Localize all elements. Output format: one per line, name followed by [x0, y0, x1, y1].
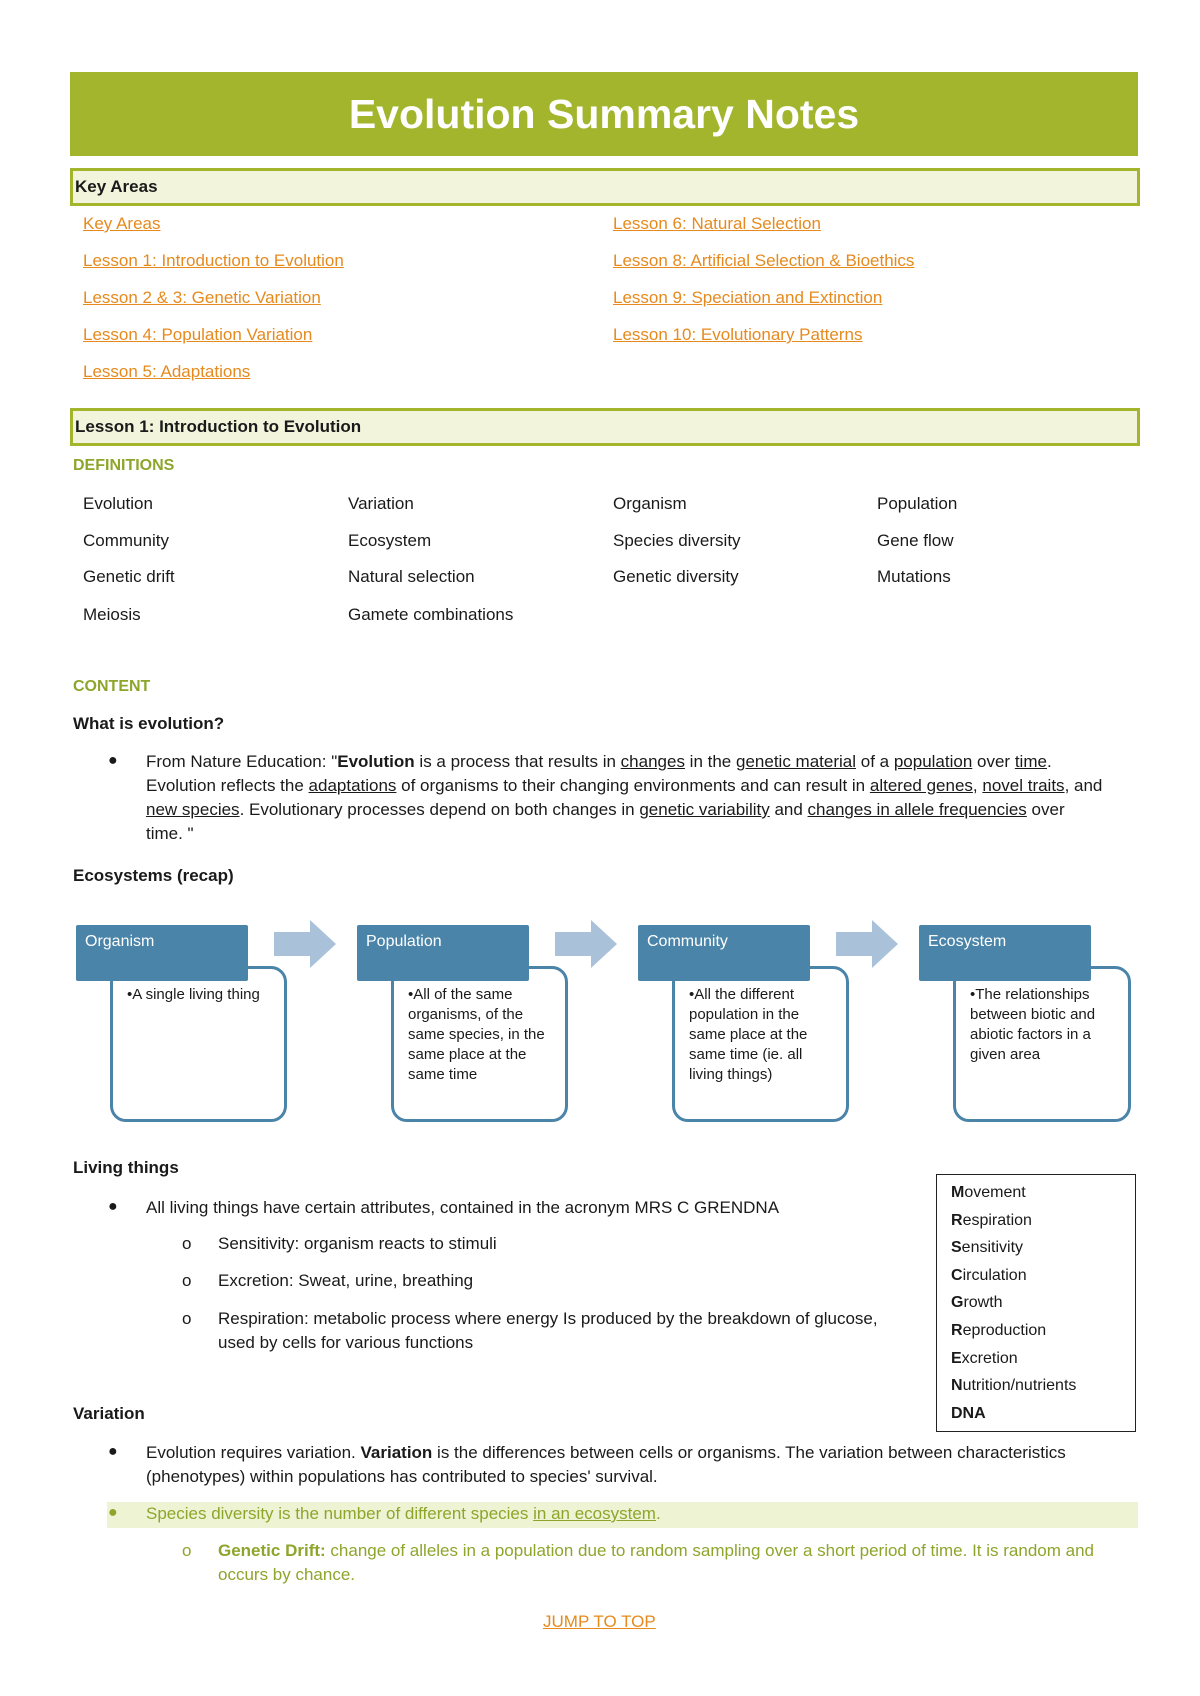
mrs-item: Respiration — [951, 1211, 1032, 1229]
organism-box: Organism — [76, 925, 248, 981]
definition-term: Genetic diversity — [613, 567, 739, 586]
toc-link-lesson-1[interactable]: Lesson 1: Introduction to Evolution — [83, 251, 344, 270]
evolution-quote: From Nature Education: "Evolution is a process that results in changes in the genetic material of a population over time. Evolution reflects the adaptations of organisms to their changing environments and can result in altered genes, novel traits, and new species. Evolutionary processes depend on both changes in genetic variability and changes in allele frequencies over time. " — [146, 752, 1103, 843]
bullet-icon: ● — [108, 752, 118, 769]
right-arrow-icon — [836, 920, 900, 968]
definition-term: Mutations — [877, 567, 951, 586]
bullet-icon: ● — [108, 1443, 118, 1460]
community-box: Community — [638, 925, 810, 981]
definition-term: Natural selection — [348, 567, 475, 586]
sub-bullet-icon: o — [182, 1271, 192, 1290]
ecosystems-heading: Ecosystems (recap) — [73, 866, 234, 885]
ecosystem-description: •The relationships between biotic and abiotic factors in a given area — [953, 966, 1131, 1122]
definition-term: Gamete combinations — [348, 605, 514, 624]
living-sub-item: Respiration: metabolic process where energy Is produced by the breakdown of glucose, used by cells for various functions — [218, 1309, 878, 1352]
jump-to-top-link[interactable]: JUMP TO TOP — [543, 1612, 656, 1631]
mrs-item: Sensitivity — [951, 1239, 1024, 1257]
population-box: Population — [357, 925, 529, 981]
right-arrow-icon — [555, 920, 619, 968]
key-areas-heading: Key Areas — [70, 168, 1140, 206]
mrs-item: Circulation — [951, 1266, 1027, 1284]
variation-heading: Variation — [73, 1404, 145, 1423]
sub-bullet-icon: o — [182, 1541, 192, 1560]
toc-link-lesson-10[interactable]: Lesson 10: Evolutionary Patterns — [613, 325, 863, 344]
mrs-item: DNA — [951, 1404, 986, 1422]
species-diversity-bullet: Species diversity is the number of different species in an ecosystem. — [146, 1504, 661, 1523]
definition-term: Species diversity — [613, 531, 741, 550]
toc-link-lesson-5[interactable]: Lesson 5: Adaptations — [83, 362, 251, 381]
definition-term: Ecosystem — [348, 531, 432, 550]
definitions-label: DEFINITIONS — [73, 457, 175, 474]
mrs-item: Movement — [951, 1184, 1026, 1201]
definition-term: Genetic drift — [83, 567, 175, 586]
toc-link-key-areas[interactable]: Key Areas — [83, 214, 161, 233]
toc-link-lesson-8[interactable]: Lesson 8: Artificial Selection & Bioethics — [613, 251, 915, 270]
mrs-item: Reproduction — [951, 1321, 1047, 1339]
definition-term: Meiosis — [83, 605, 141, 624]
living-things-bullet: All living things have certain attributes, contained in the acronym MRS C GRENDNA — [146, 1198, 780, 1217]
living-sub-item: Excretion: Sweat, urine, breathing — [218, 1271, 474, 1290]
bullet-icon: ● — [108, 1198, 118, 1215]
lesson-1-heading: Lesson 1: Introduction to Evolution — [70, 408, 1140, 446]
definition-term: Organism — [613, 494, 687, 513]
ecosystem-box: Ecosystem — [919, 925, 1091, 981]
mrs-item: Growth — [951, 1294, 1003, 1312]
bullet-icon: ● — [108, 1504, 118, 1521]
mrs-item: Excretion — [951, 1349, 1018, 1367]
definition-term: Variation — [348, 494, 414, 513]
definition-term: Gene flow — [877, 531, 954, 550]
community-description: •All the different population in the same place at the same time (ie. all living things) — [672, 966, 849, 1122]
toc-link-lesson-2-3[interactable]: Lesson 2 & 3: Genetic Variation — [83, 288, 321, 307]
mrs-c-grendna-box — [936, 1174, 1136, 1432]
toc-link-lesson-9[interactable]: Lesson 9: Speciation and Extinction — [613, 288, 883, 307]
sub-bullet-icon: o — [182, 1234, 192, 1253]
living-sub-item: Sensitivity: organism reacts to stimuli — [218, 1234, 497, 1253]
toc-link-lesson-4[interactable]: Lesson 4: Population Variation — [83, 325, 313, 344]
content-label: CONTENT — [73, 678, 151, 695]
sub-bullet-icon: o — [182, 1309, 192, 1328]
definition-term: Evolution — [83, 494, 153, 513]
definition-term: Population — [877, 494, 958, 513]
right-arrow-icon — [274, 920, 338, 968]
what-is-evolution-heading: What is evolution? — [73, 714, 225, 733]
population-description: •All of the same organisms, of the same species, in the same place at the same time — [391, 966, 568, 1122]
mrs-item: Nutrition/nutrients — [951, 1377, 1077, 1395]
toc-link-lesson-6[interactable]: Lesson 6: Natural Selection — [613, 214, 821, 233]
page-title: Evolution Summary Notes — [70, 72, 1138, 156]
living-things-heading: Living things — [73, 1158, 179, 1177]
organism-description: •A single living thing — [110, 966, 287, 1122]
variation-bullet: Evolution requires variation. Variation is the differences between cells or organisms. The variation between characteristics (phenotypes) within populations has contributed to species' survival. — [146, 1443, 1066, 1486]
genetic-drift-item: Genetic Drift: change of alleles in a population due to random sampling over a short period of time. It is random and occurs by chance. — [218, 1541, 1094, 1584]
definition-term: Community — [83, 531, 169, 550]
